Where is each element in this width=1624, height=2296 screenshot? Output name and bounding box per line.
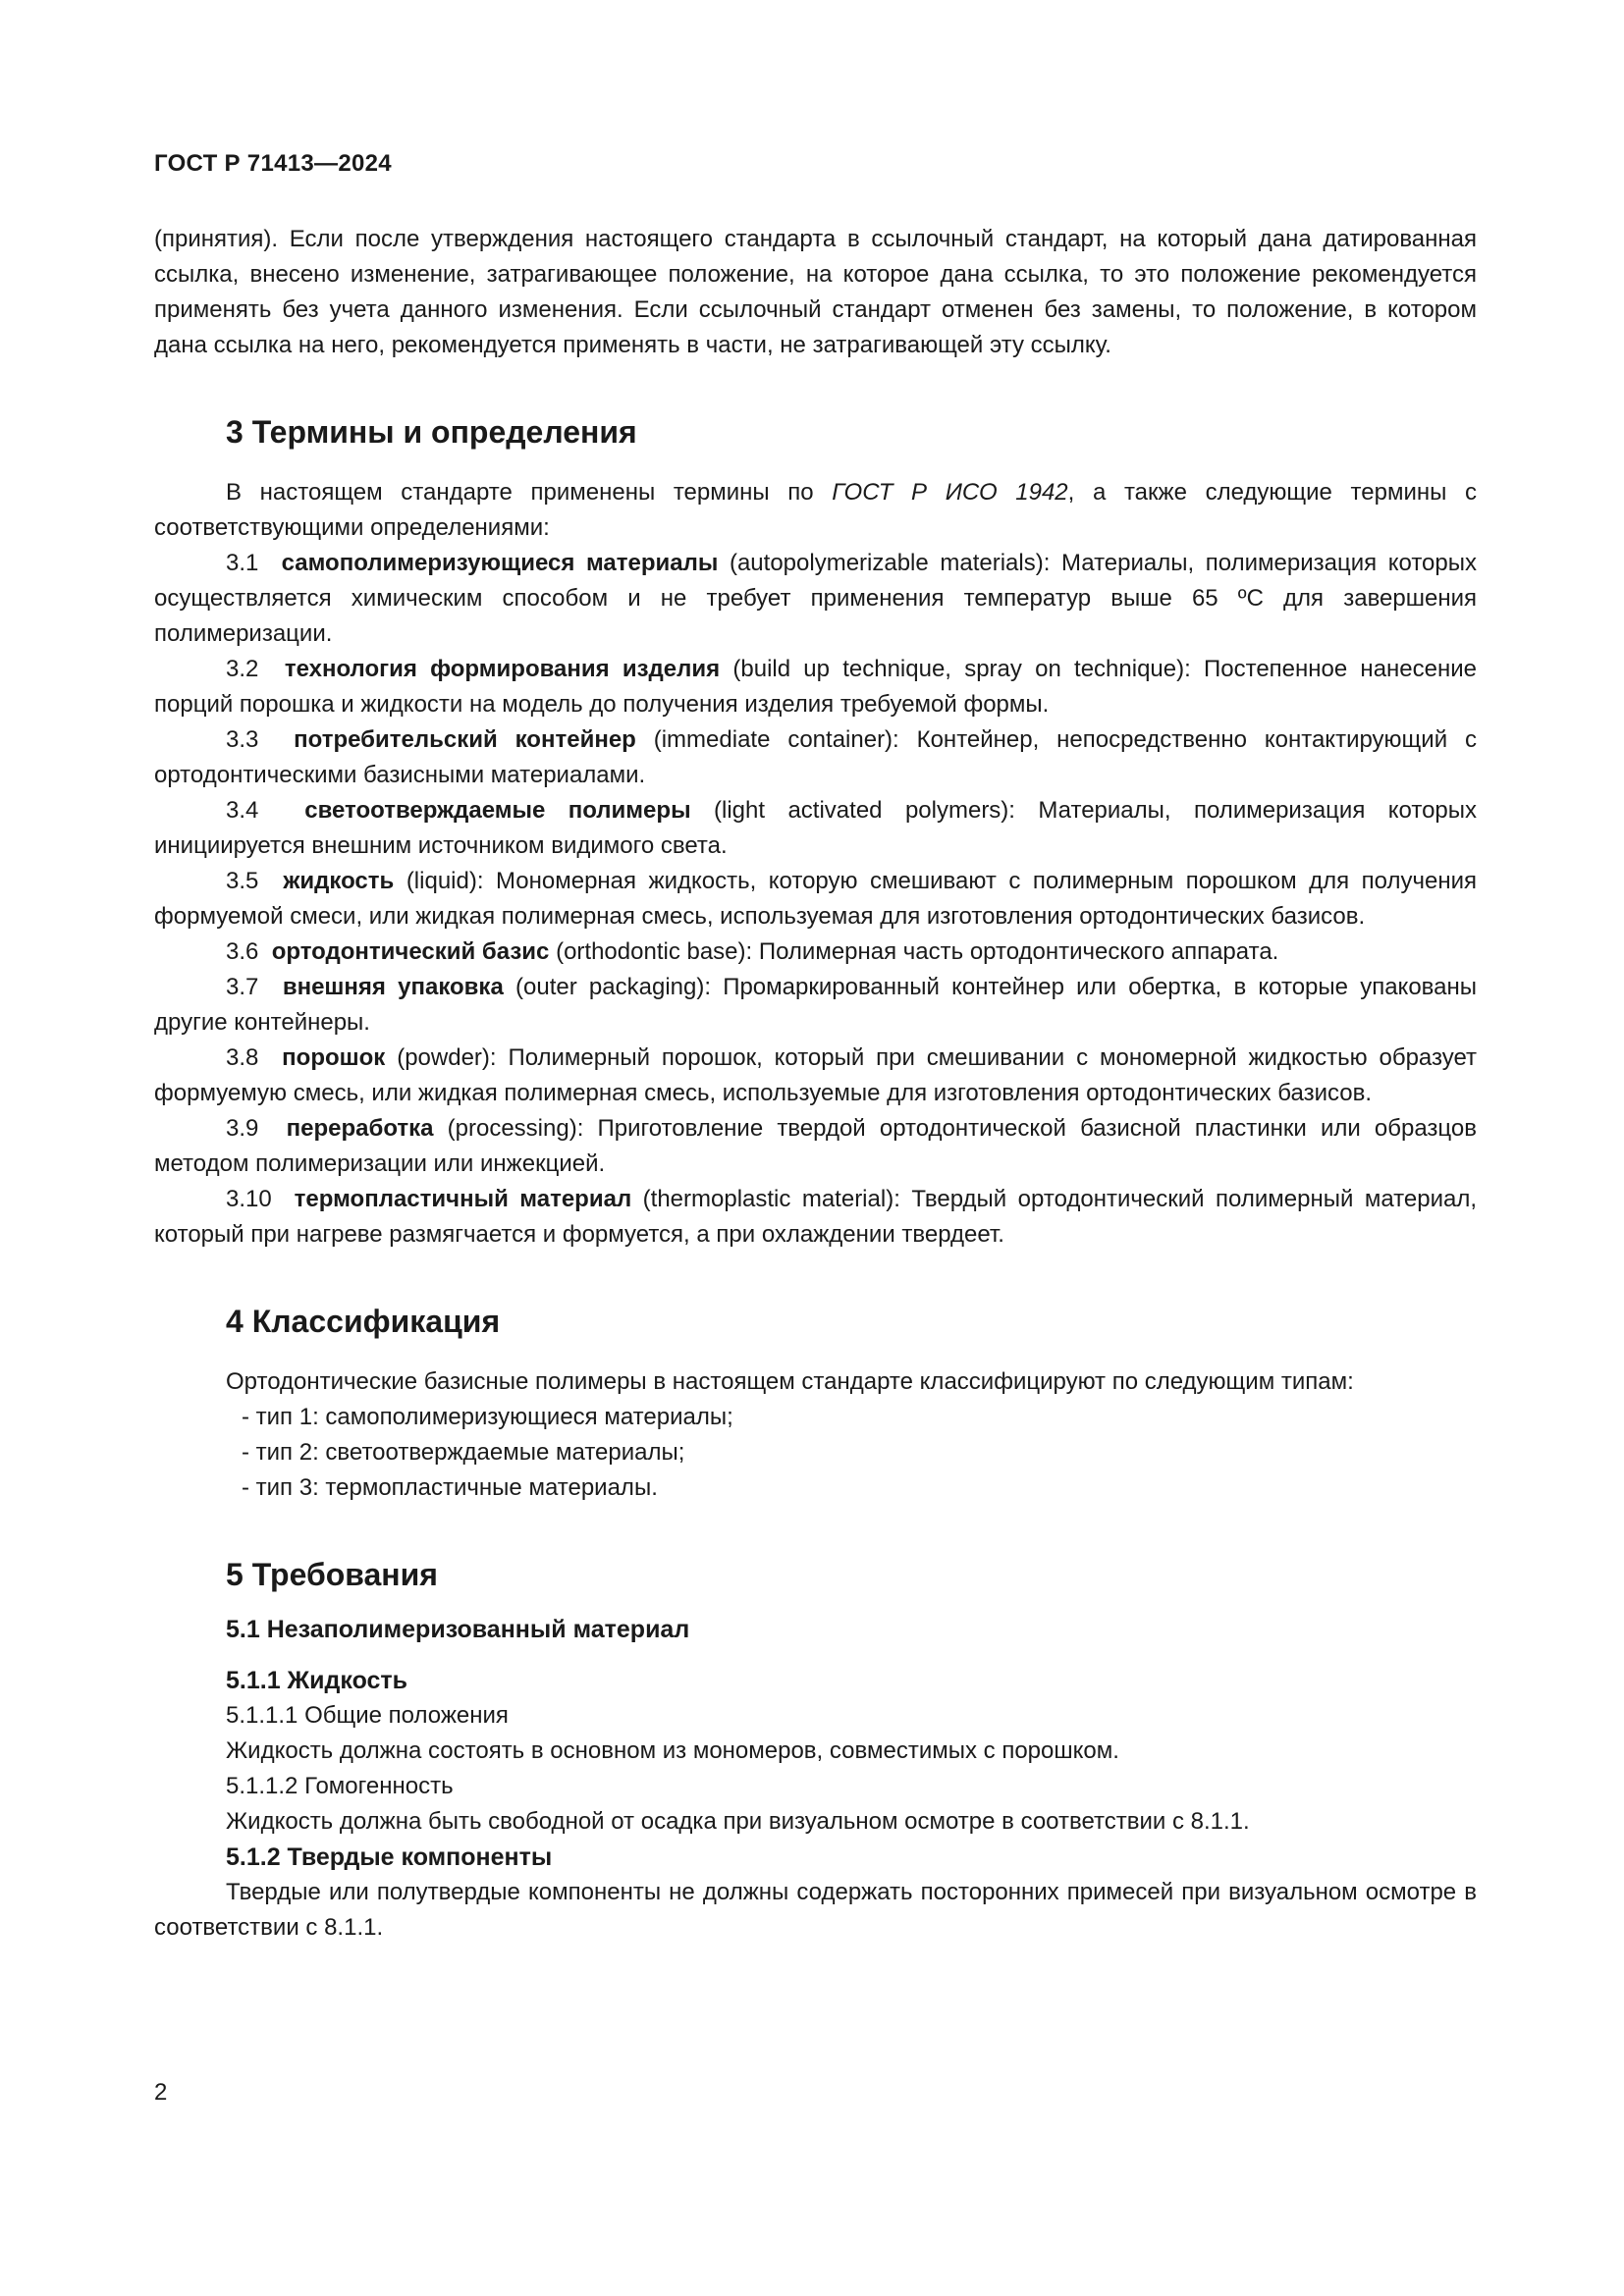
type-item-1: - тип 1: самополимеризующиеся материалы; — [242, 1404, 733, 1430]
term-3-5: 3.5 жидкость (liquid): Мономерная жидкость, которую смешивают с полимерным порошком для получения формуемой смеси, или жидкая полимерная смесь, используемая для изготовления ортодонтических базисов. — [154, 868, 1477, 930]
intro-paragraph: (принятия). Если после утверждения настоящего стандарта в ссылочный стандарт, на который дана датированная ссылка, внесено изменение, затрагивающее положение, на которое дана ссылка, то это положение рекомендуется применять без учета данного изменения. Если ссылочный стандарт отменен без замены, то положение, в котором дана ссылка на него, рекомендуется применять в части, не затрагивающей эту ссылку. — [154, 226, 1477, 358]
term-3-10: 3.10 термопластичный материал (thermoplastic material): Твердый ортодонтический полимерный материал, который при нагреве размягчается и формуется, а при охлаждении твердеет. — [154, 1186, 1477, 1248]
term-3-1: 3.1 самополимеризующиеся материалы (autopolymerizable materials): Материалы, полимеризация которых осуществляется химическим способом и не требует применения температур выше 65 ºС для завершения полимеризации. — [154, 550, 1477, 647]
term-3-9: 3.9 переработка (processing): Приготовление твердой ортодонтической базисной пластинки или образцов методом полимеризации или инжекцией. — [154, 1115, 1477, 1177]
section-4-title: 4 Классификация — [226, 1304, 501, 1339]
section-3-title: 3 Термины и определения — [226, 414, 637, 450]
subsection-5-1-1-1-text: Жидкость должна состоять в основном из мономеров, совместимых с порошком. — [226, 1737, 1119, 1764]
term-3-8: 3.8 порошок (powder): Полимерный порошок, который при смешивании с мономерной жидкостью образует формуемую смесь, или жидкая полимерная смесь, используемые для изготовления ортодонтических базисов. — [154, 1044, 1477, 1106]
page-content — [154, 222, 1477, 1946]
subsection-5-1-1-2-text: Жидкость должна быть свободной от осадка при визуальном осмотре в соответствии с 8.1.1. — [226, 1808, 1250, 1835]
term-3-7: 3.7 внешняя упаковка (outer packaging): Промаркированный контейнер или обертка, в которые упакованы другие контейнеры. — [154, 974, 1478, 1036]
document-header: ГОСТ Р 71413—2024 — [154, 150, 392, 177]
type-item-2: - тип 2: светоотверждаемые материалы; — [242, 1439, 685, 1466]
subsection-5-1-2-title: 5.1.2 Твердые компоненты — [226, 1843, 553, 1871]
term-3-3: 3.3 потребительский контейнер (immediate container): Контейнер, непосредственно контактирующий с ортодонтическими базисными материалами. — [154, 726, 1477, 788]
subsection-5-1-title: 5.1 Незаполимеризованный материал — [226, 1616, 690, 1643]
section-3-lead: В настоящем стандарте применены термины по ГОСТ Р ИСО 1942, а также следующие термины с соответствующими определениями: — [154, 479, 1478, 541]
term-3-6: 3.6 ортодонтический базис (orthodontic base): Полимерная часть ортодонтического аппарата. — [226, 938, 1279, 965]
page-number: 2 — [154, 2079, 168, 2106]
term-3-2: 3.2 технология формирования изделия (build up technique, spray on technique): Постепенное нанесение порций порошка и жидкости на модель до получения изделия требуемой формы. — [154, 656, 1477, 718]
section-4-lead: Ортодонтические базисные полимеры в настоящем стандарте классифицируют по следующим типам: — [226, 1368, 1354, 1395]
term-3-4: 3.4 светоотверждаемые полимеры (light activated polymers): Материалы, полимеризация которых инициируется внешним источником видимого света. — [154, 797, 1478, 859]
type-item-3: - тип 3: термопластичные материалы. — [242, 1474, 658, 1501]
subsection-5-1-1-1-title: 5.1.1.1 Общие положения — [226, 1702, 509, 1729]
reference-link: ГОСТ Р ИСО 1942 — [832, 479, 1068, 506]
subsection-5-1-1-2-title: 5.1.1.2 Гомогенность — [226, 1773, 454, 1799]
section-5-title: 5 Требования — [226, 1557, 438, 1592]
subsection-5-1-2-text: Твердые или полутвердые компоненты не должны содержать посторонних примесей при визуальном осмотре в соответствии с 8.1.1. — [154, 1879, 1477, 1941]
subsection-5-1-1-title: 5.1.1 Жидкость — [226, 1667, 408, 1694]
